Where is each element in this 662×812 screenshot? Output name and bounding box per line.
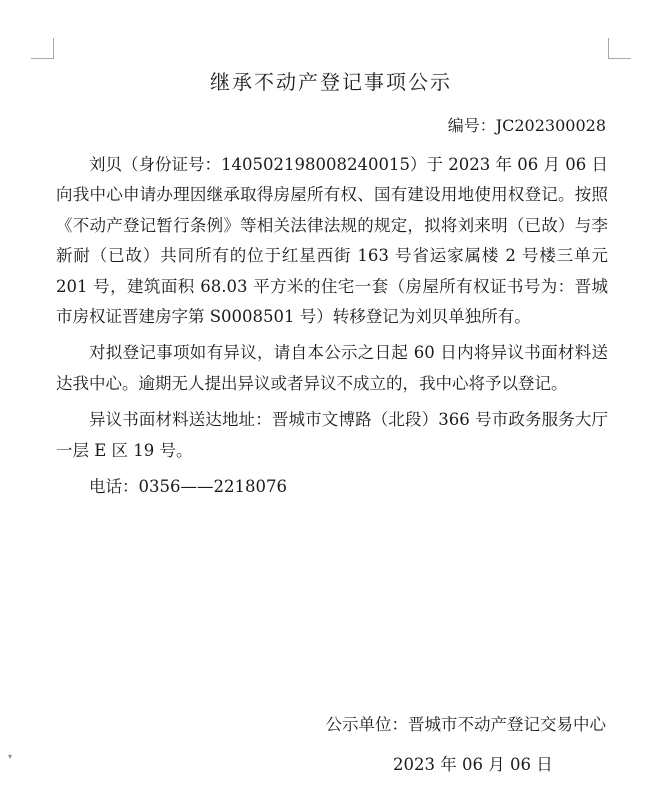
document-title: 继承不动产登记事项公示 [210, 70, 452, 94]
document-number: 编号：JC202300028 [447, 116, 606, 135]
paragraph-application: 刘贝（身份证号：140502198008240015）于 2023 年 06 月 06 日向我中心申请办理因继承取得房屋所有权、国有建设用地使用权登记。按照《不动产登记暂行条例》等相关法律法规的规定，拟将刘来明（已故）与李新耐（已故）共同所有的位于红星西街 163 号省运家属楼 2 号楼三单元 201 号，建筑面积 68.03 平方米的住宅一套（房屋所有权证书号为：晋城市房权证晋建房字第 S0008501 号）转移登记为刘贝单独所有。 [56, 155, 608, 327]
page-corner-mark-top-left [31, 38, 54, 59]
paragraph-phone: 电话：0356——2218076 [89, 477, 287, 497]
page-corner-mark-top-right [608, 38, 631, 59]
issuing-unit: 公示单位：晋城市不动产登记交易中心 [325, 715, 606, 734]
paragraph-objection-notice: 对拟登记事项如有异议，请自本公示之日起 60 日内将异议书面材料送达我中心。逾期无人提出异议或者异议不成立的，我中心将予以登记。 [56, 343, 608, 393]
issue-date: 2023 年 06 月 06 日 [393, 755, 553, 774]
paragraph-objection-address: 异议书面材料送达地址：晋城市文博路（北段）366 号市政务服务大厅一层 E 区 19 号。 [56, 410, 608, 460]
left-margin-mark-icon: ▾ [8, 752, 13, 761]
document-body [56, 150, 608, 508]
